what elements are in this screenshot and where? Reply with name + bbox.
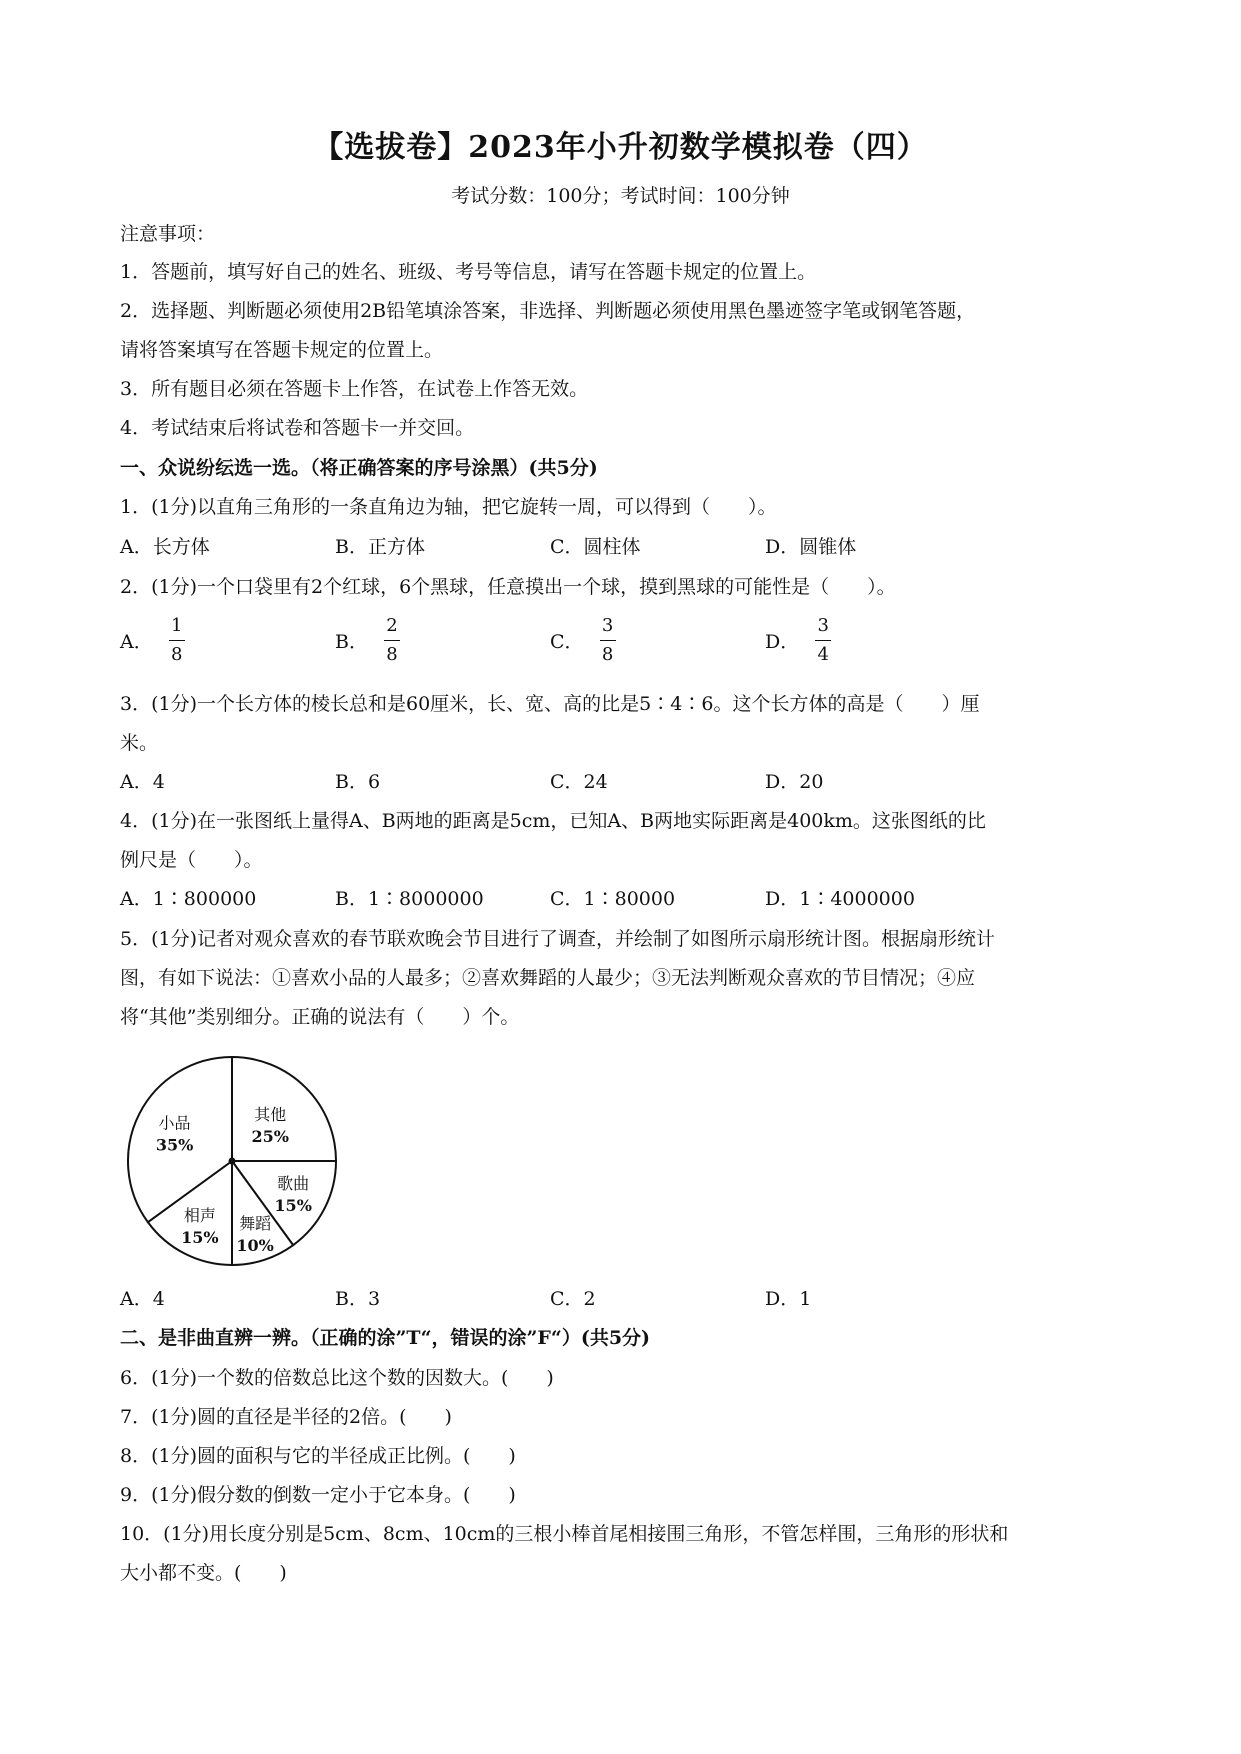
- pie-slice-label: 相声: [183, 1206, 216, 1226]
- denominator: 8: [386, 644, 398, 665]
- q5-option-c[interactable]: C．2: [550, 1288, 596, 1310]
- pie-slice-value: 35%: [155, 1135, 194, 1155]
- page-title: 【选拔卷】2023年小升初数学模拟卷（四）: [313, 130, 928, 165]
- question-6: 6．(1分)一个数的倍数总比这个数的因数大。( ): [120, 1367, 554, 1389]
- q5-option-d[interactable]: D．1: [765, 1288, 812, 1310]
- note-item: 1．答题前，填写好自己的姓名、班级、考号等信息，请写在答题卡规定的位置上。: [120, 261, 817, 283]
- note-item: 4．考试结束后将试卷和答题卡一并交回。: [120, 417, 475, 439]
- pie-center-dot: [229, 1158, 236, 1165]
- denominator: 8: [171, 644, 183, 665]
- question-3: 3．(1分)一个长方体的棱长总和是60厘米，长、宽、高的比是5∶4∶6。这个长方体的高是（ ）厘: [120, 693, 980, 715]
- fraction-bar: [169, 640, 185, 641]
- pie-chart: [124, 1053, 340, 1269]
- section-heading: 二、是非曲直辨一辨。（正确的涂”T“，错误的涂”F“）(共5分): [120, 1327, 651, 1349]
- question-4: 4．(1分)在一张图纸上量得A、B两地的距离是5cm，已知A、B两地实际距离是400km。这张图纸的比: [120, 810, 986, 832]
- pie-slice-value: 10%: [236, 1236, 274, 1256]
- q4-option-a[interactable]: A．1∶800000: [120, 888, 257, 910]
- numerator: 3: [817, 615, 829, 636]
- question-2: 2．(1分)一个口袋里有2个红球，6个黑球，任意摸出一个球，摸到黑球的可能性是（ ）。: [120, 576, 896, 598]
- pie-slice-label: 其他: [254, 1104, 287, 1124]
- note-item: 3．所有题目必须在答题卡上作答，在试卷上作答无效。: [120, 378, 589, 400]
- q1-option-d[interactable]: D．圆锥体: [765, 536, 857, 558]
- q4-option-c[interactable]: C．1∶80000: [550, 888, 676, 910]
- question-10-cont: 大小都不变。( ): [120, 1562, 287, 1584]
- numerator: 1: [171, 615, 183, 636]
- question-7: 7．(1分)圆的直径是半径的2倍。( ): [120, 1406, 452, 1428]
- exam-info: 考试分数：100分；考试时间：100分钟: [451, 185, 790, 207]
- fraction: [169, 615, 185, 666]
- question-1: 1．(1分)以直角三角形的一条直角边为轴，把它旋转一周，可以得到（ ）。: [120, 496, 777, 518]
- question-5-cont: 将“其他”类别细分。正确的说法有（ ）个。: [120, 1006, 520, 1028]
- fraction-bar: [384, 640, 400, 641]
- q3-option-d[interactable]: D．20: [765, 771, 824, 793]
- question-9: 9．(1分)假分数的倒数一定小于它本身。( ): [120, 1484, 516, 1506]
- q2-option-c[interactable]: [550, 615, 616, 666]
- q3-option-c[interactable]: C．24: [550, 771, 608, 793]
- section-heading: 一、众说纷纭选一选。（将正确答案的序号涂黑）(共5分): [120, 457, 598, 479]
- q4-option-d[interactable]: D．1∶4000000: [765, 888, 915, 910]
- question-5: 5．(1分)记者对观众喜欢的春节联欢晚会节目进行了调查，并绘制了如图所示扇形统计图。根据扇形统计: [120, 928, 996, 950]
- q3-option-a[interactable]: A．4: [120, 771, 165, 793]
- pie-slice-value: 15%: [181, 1228, 219, 1248]
- numerator: 2: [386, 615, 398, 636]
- q2-option-d[interactable]: [765, 615, 831, 666]
- pie-slice-label: 小品: [158, 1113, 191, 1133]
- q5-option-b[interactable]: B．3: [335, 1288, 381, 1310]
- q2-option-a[interactable]: [120, 615, 185, 666]
- fraction: [600, 615, 616, 666]
- option-label: B．: [335, 631, 368, 653]
- q3-option-b[interactable]: B．6: [335, 771, 381, 793]
- q1-option-a[interactable]: A．长方体: [120, 536, 210, 558]
- question-5-cont: 图，有如下说法：①喜欢小品的人最多；②喜欢舞蹈的人最少；③无法判断观众喜欢的节目情况；④应: [120, 967, 976, 989]
- fraction-bar: [815, 640, 831, 641]
- option-label: D．: [765, 631, 800, 653]
- q4-option-b[interactable]: B．1∶8000000: [335, 888, 484, 910]
- pie-slice-label: 歌曲: [277, 1174, 310, 1194]
- pie-slice-label: 舞蹈: [239, 1214, 272, 1234]
- fraction: [384, 615, 400, 666]
- q2-option-b[interactable]: [335, 615, 400, 666]
- note-item: 请将答案填写在答题卡规定的位置上。: [120, 339, 444, 361]
- question-4-cont: 例尺是（ ）。: [120, 849, 263, 871]
- notes-heading: 注意事项：: [120, 223, 216, 245]
- pie-slice-value: 15%: [274, 1196, 312, 1216]
- q1-option-b[interactable]: B．正方体: [335, 536, 425, 558]
- option-label: C．: [550, 631, 584, 653]
- fraction: [815, 615, 831, 666]
- numerator: 3: [601, 615, 614, 636]
- denominator: 4: [817, 644, 829, 665]
- question-10: 10．(1分)用长度分别是5cm、8cm、10cm的三根小棒首尾相接围三角形，不管怎样围，三角形的形状和: [120, 1523, 1009, 1545]
- q5-option-a[interactable]: A．4: [120, 1288, 165, 1310]
- denominator: 8: [601, 644, 614, 665]
- pie-slice-value: 25%: [251, 1126, 289, 1146]
- q1-option-c[interactable]: C．圆柱体: [550, 536, 641, 558]
- fraction-bar: [600, 640, 616, 641]
- note-item: 2．选择题、判断题必须使用2B铅笔填涂答案，非选择、判断题必须使用黑色墨迹签字笔或钢笔答题，: [120, 300, 976, 322]
- option-label: A．: [120, 631, 153, 653]
- question-3-cont: 米。: [120, 732, 159, 754]
- question-8: 8．(1分)圆的面积与它的半径成正比例。( ): [120, 1445, 516, 1467]
